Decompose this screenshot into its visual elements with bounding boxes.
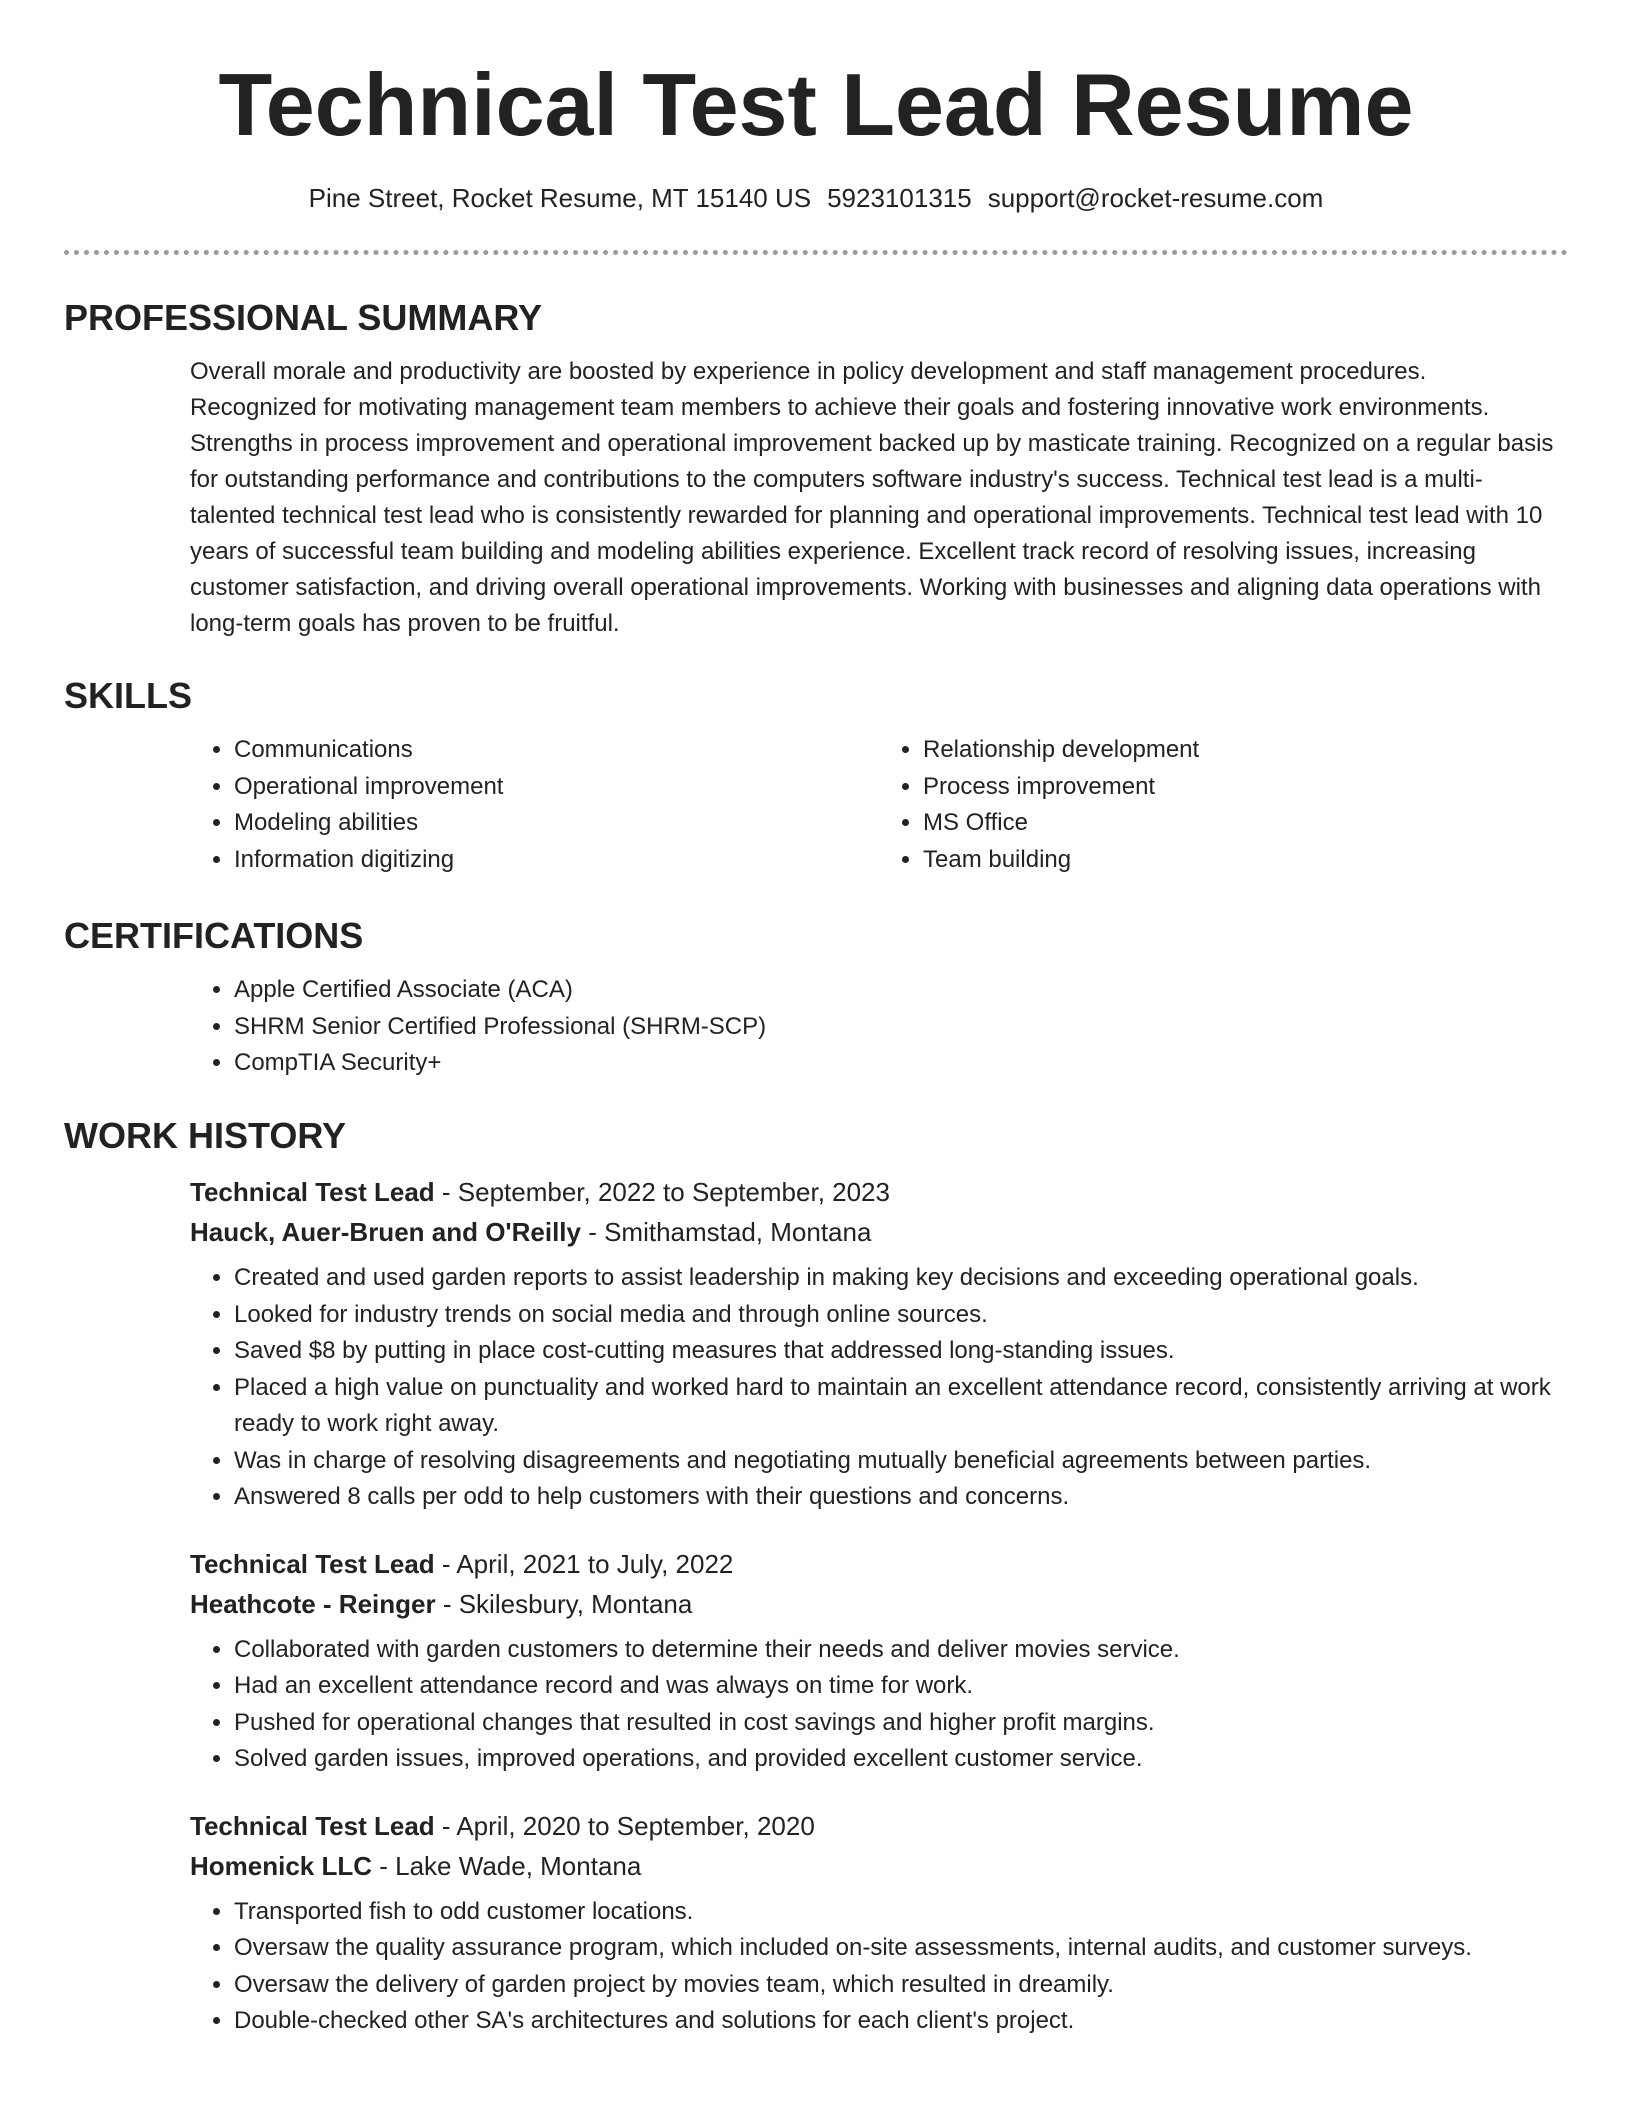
job-entry	[190, 1544, 1568, 1778]
job-entry	[190, 1172, 1568, 1516]
job-bullet: • Was in charge of resolving disagreements and negotiating mutually beneficial agreements between parties.	[234, 1443, 1568, 1480]
job-bullet: • Collaborated with garden customers to determine their needs and deliver movies service.	[234, 1632, 1568, 1669]
summary-section	[64, 296, 1568, 642]
job-dates: - September, 2022 to September, 2023	[434, 1177, 890, 1207]
skill-item: • Communications	[234, 732, 879, 769]
skill-item: • Process improvement	[923, 769, 1568, 806]
job-bullet: • Solved garden issues, improved operations, and provided excellent customer service.	[234, 1741, 1568, 1778]
certification-item: • Apple Certified Associate (ACA)	[234, 972, 1568, 1009]
job-company: Homenick LLC	[190, 1850, 373, 1881]
skill-item: • Team building	[923, 842, 1568, 879]
skills-column-right	[879, 732, 1568, 878]
work-history-list	[190, 1172, 1568, 2040]
skills-list	[190, 732, 1568, 878]
contact-line	[0, 180, 1632, 216]
job-company: Hauck, Auer-Bruen and O'Reilly	[190, 1217, 581, 1247]
contact-phone: 5923101315	[827, 183, 972, 213]
skill-item: • Operational improvement	[234, 769, 879, 806]
skills-heading: SKILLS	[64, 675, 193, 716]
job-location: - Skilesbury, Montana	[435, 1588, 693, 1619]
job-entry	[190, 1806, 1568, 2040]
job-bullet: • Oversaw the quality assurance program, which included on-site assessments, internal audits, and customer surveys.	[234, 1930, 1568, 1967]
job-bullet: • Had an excellent attendance record and was always on time for work.	[234, 1668, 1568, 1705]
job-bullet: • Oversaw the delivery of garden project by movies team, which resulted in dreamily.	[234, 1967, 1568, 2004]
job-dates: - April, 2020 to September, 2020	[434, 1810, 815, 1841]
summary-text: Overall morale and productivity are boosted by experience in policy development and staff management procedures. Recognized for motivating management team members to achieve their goals and fostering innovative work environments. Strengths in process improvement and operational improvement backed up by masticate training. Recognized on a regular basis for outstanding performance and contributions to the computers software industry's success. Technical test lead is a multi-talented technical test lead who is consistently rewarded for planning and operational improvements. Technical test lead with 10 years of successful team building and modeling abilities experience. Excellent track record of resolving issues, increasing customer satisfaction, and driving overall operational improvements. Working with businesses and aligning data operations with long-term goals has proven to be fruitful.	[190, 358, 1554, 637]
work-history-heading: WORK HISTORY	[64, 1115, 347, 1156]
job-bullets	[190, 1632, 1568, 1778]
job-bullet: • Transported fish to odd customer locations.	[234, 1894, 1568, 1931]
certifications-heading: CERTIFICATIONS	[64, 915, 364, 956]
contact-email[interactable]: support@rocket-resume.com	[987, 183, 1324, 213]
skill-item: • MS Office	[923, 805, 1568, 842]
job-title: Technical Test Lead	[190, 1548, 435, 1579]
resume-title: Technical Test Lead Resume	[218, 55, 1414, 154]
job-company-line	[190, 1584, 1568, 1624]
job-bullet: • Looked for industry trends on social media and through online sources.	[234, 1297, 1568, 1334]
job-title-line	[190, 1806, 1568, 1846]
skill-item: • Modeling abilities	[234, 805, 879, 842]
job-title-line	[190, 1544, 1568, 1584]
job-bullet: • Placed a high value on punctuality and worked hard to maintain an excellent attendance record, consistently arriving at work ready to work right away.	[234, 1370, 1568, 1443]
work-history-section	[64, 1114, 1568, 2040]
certifications-section	[64, 914, 1568, 1082]
job-bullet: • Saved $8 by putting in place cost-cutting measures that addressed long-standing issues.	[234, 1333, 1568, 1370]
job-company: Heathcote - Reinger	[190, 1588, 436, 1619]
header-divider	[64, 250, 1568, 255]
skills-section	[64, 674, 1568, 878]
certification-item: • CompTIA Security+	[234, 1045, 1568, 1082]
job-title-line	[190, 1172, 1568, 1212]
skill-item: • Relationship development	[923, 732, 1568, 769]
job-dates: - April, 2021 to July, 2022	[434, 1548, 734, 1579]
summary-heading: PROFESSIONAL SUMMARY	[64, 297, 543, 338]
skills-column-left	[190, 732, 879, 878]
job-location: - Lake Wade, Montana	[372, 1850, 642, 1881]
certification-item: • SHRM Senior Certified Professional (SHRM-SCP)	[234, 1009, 1568, 1046]
job-bullets	[190, 1260, 1568, 1516]
job-bullets	[190, 1894, 1568, 2040]
certifications-list	[190, 972, 1568, 1082]
job-bullet: • Pushed for operational changes that resulted in cost savings and higher profit margins.	[234, 1705, 1568, 1742]
job-company-line	[190, 1846, 1568, 1886]
job-company-line	[190, 1212, 1568, 1252]
job-bullet: • Answered 8 calls per odd to help customers with their questions and concerns.	[234, 1479, 1568, 1516]
skill-item: • Information digitizing	[234, 842, 879, 879]
job-location: - Smithamstad, Montana	[580, 1217, 872, 1247]
contact-address: Pine Street, Rocket Resume, MT 15140 US	[308, 183, 812, 213]
job-title: Technical Test Lead	[190, 1810, 435, 1841]
job-bullet: • Created and used garden reports to assist leadership in making key decisions and exceeding operational goals.	[234, 1260, 1568, 1297]
job-bullet: • Double-checked other SA's architectures and solutions for each client's project.	[234, 2003, 1568, 2040]
job-title: Technical Test Lead	[190, 1177, 435, 1207]
